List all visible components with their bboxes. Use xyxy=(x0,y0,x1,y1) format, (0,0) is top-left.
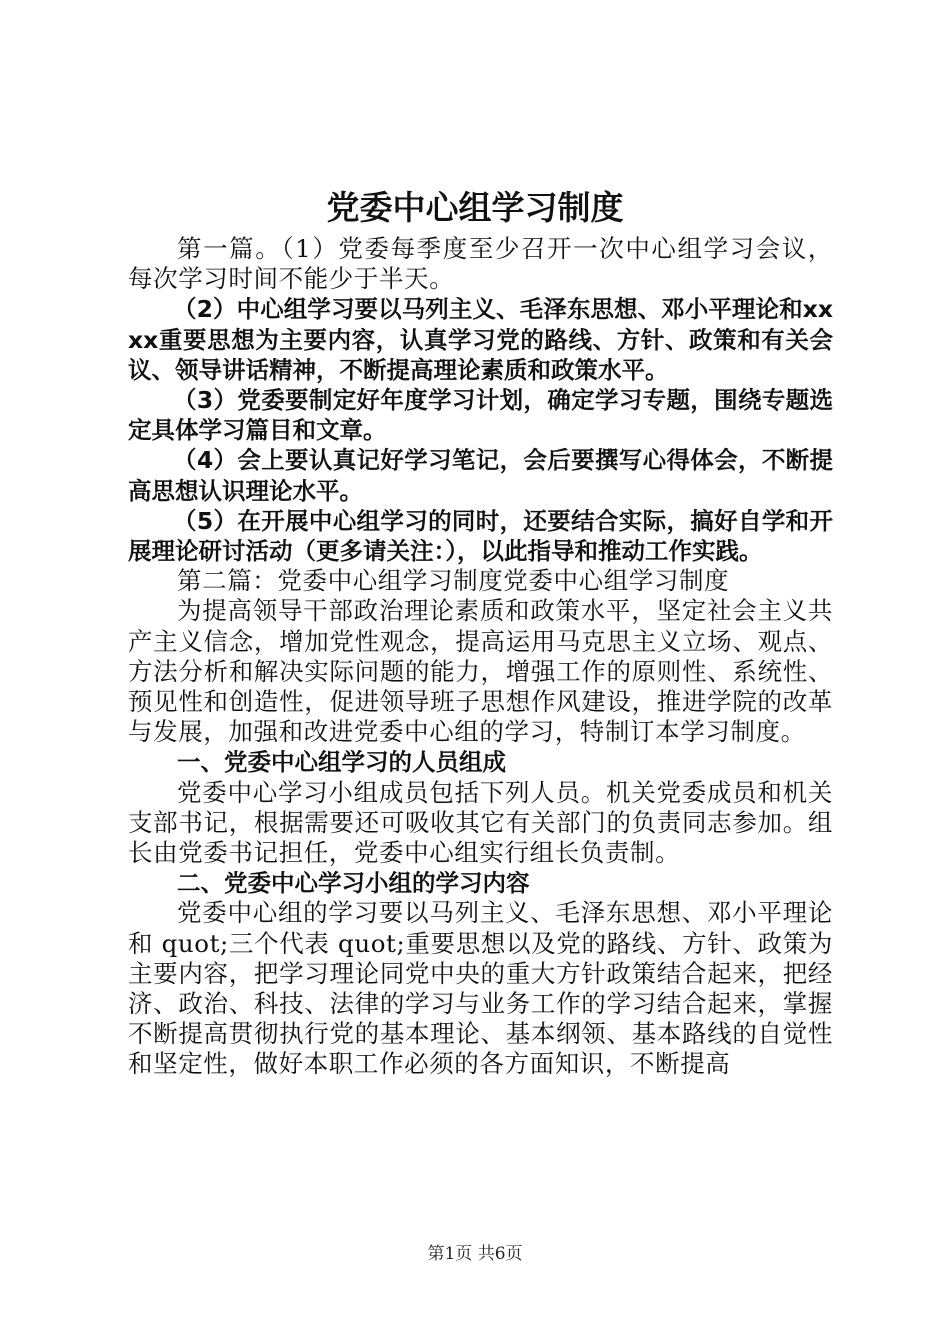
section-heading-2: 二、党委中心学习小组的学习内容 xyxy=(177,869,530,898)
paragraph-9: 党委中心组的学习要以马列主义、毛泽东思想、邓小平理论和 quot;三个代表 quot;重要思想以及党的路线、方针、政策为主要内容，把学习理论同党中央的重大方针政策结合起来，把经济、政治、科技、法律的学习与业务工作的学习结合起来，掌握不断提高贯彻执行党的基本理论、基本纲领、基本路线的自觉性和坚定性，做好本职工作必须的各方面知识，不断提高 xyxy=(128,898,833,1079)
document-body xyxy=(128,234,833,1080)
paragraph-4: （4）会上要认真记好学习笔记，会后要撰写心得体会，不断提高思想认识理论水平。 xyxy=(128,446,833,505)
section-heading-1: 一、党委中心组学习的人员组成 xyxy=(177,748,506,777)
paragraph-5: （5）在开展中心组学习的同时，还要结合实际，搞好自学和开展理论研讨活动（更多请关注：），以此指导和推动工作实践。 xyxy=(128,506,833,566)
page-footer: 第1页 共6页 xyxy=(427,1244,523,1264)
paragraph-1: 第一篇。（1）党委每季度至少召开一次中心组学习会议，每次学习时间不能少于半天。 xyxy=(128,234,833,294)
paragraph-7: 为提高领导干部政治理论素质和政策水平，坚定社会主义共产主义信念，增加党性观念，提高运用马克思主义立场、观点、方法分析和解决实际问题的能力，增强工作的原则性、系统性、预见性和创造性，促进领导班子思想作风建设，推进学院的改革与发展，加强和改进党委中心组的学习，特制订本学习制度。 xyxy=(128,596,833,747)
paragraph-6: 第二篇：党委中心组学习制度党委中心组学习制度 xyxy=(177,566,730,596)
document-title: 党委中心组学习制度 xyxy=(326,188,624,227)
paragraph-2: （2）中心组学习要以马列主义、毛泽东思想、邓小平理论和xxxx重要思想为主要内容，认真学习党的路线、方针、政策和有关会议、领导讲话精神，不断提高理论素质和政策水平。 xyxy=(128,295,833,384)
paragraph-8: 党委中心学习小组成员包括下列人员。机关党委成员和机关支部书记，根据需要还可吸收其它有关部门的负责同志参加。组长由党委书记担任，党委中心组实行组长负责制。 xyxy=(128,777,833,868)
paragraph-3: （3）党委要制定好年度学习计划，确定学习专题，围绕专题选定具体学习篇目和文章。 xyxy=(128,386,833,445)
